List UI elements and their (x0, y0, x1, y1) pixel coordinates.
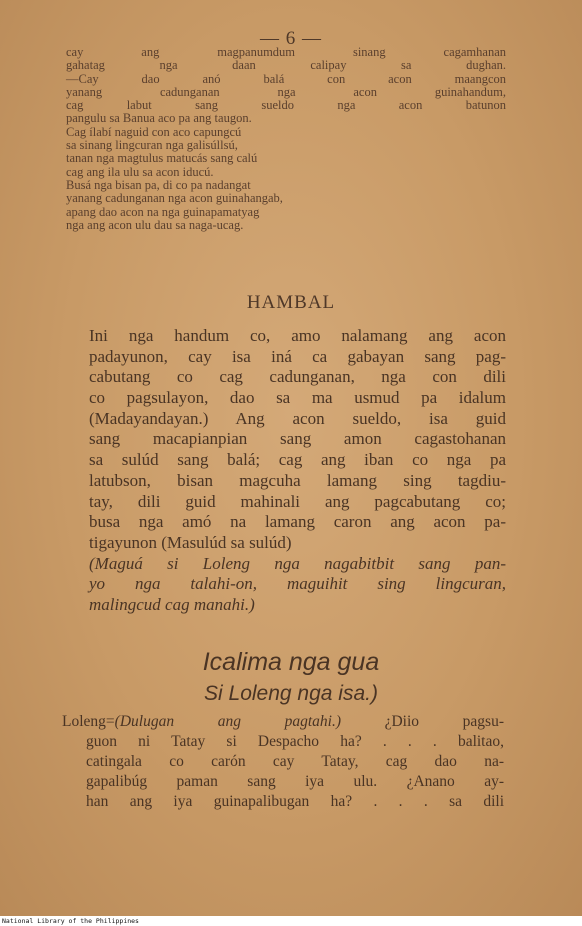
prose-line: Ini nga handum co, amo nalamang ang acon (89, 326, 506, 345)
verse-line: Busá nga bisan pa, di co pa nadangat (66, 177, 251, 192)
verse-line: —Cay dao anó balá con acon maangcon (66, 71, 506, 86)
prose-line: cabutang co cag cadunganan, nga con dili (89, 367, 506, 387)
footer-bar (0, 916, 582, 926)
prose-line: busa nga amó na lamang caron ang acon pa- (89, 512, 506, 532)
stage-direction-line: yo nga talahi-on, maguihit sing lingcuran, (89, 574, 506, 594)
prose-line: sa sulúd sang balá; cag ang iban co nga pa (89, 450, 506, 470)
dialogue-block (62, 712, 504, 812)
dialogue-text: ¿Diio pagsu- (340, 713, 505, 730)
verse-line: gahatag nga daan calipay sa dughan. (66, 58, 506, 73)
act-title: Icalima nga gua (202, 648, 380, 676)
dialogue-line: catingala co carón cay Tatay, cag dao na- (86, 753, 504, 770)
stage-direction: (Dulugan ang pagtahi.) (114, 713, 341, 730)
scene-title: Si Loleng nga isa.) (204, 682, 378, 705)
prose-line: (Madayandayan.) Ang acon sueldo, isa guid (89, 408, 506, 428)
verse-line: pangulu sa Banua aco pa ang taugon. (66, 111, 252, 126)
verse-line: apang dao acon na nga guinapamatyag (66, 204, 260, 219)
prose-line: padayunon, cay isa iná ca gabayan sang pag- (89, 346, 506, 366)
prose-block (89, 326, 506, 616)
prose-line: sang macapianpian sang amon cagastohanan (89, 429, 506, 449)
prose-line: tigayunon (Masulúd sa sulúd) (89, 532, 292, 552)
verse-line: cag labut sang sueldo nga acon batunon (66, 98, 506, 113)
library-credit: National Library of the Philippines (2, 917, 139, 925)
dialogue-line: guon ni Tatay si Despacho ha? . . . balitao, (86, 733, 504, 750)
stage-direction-line: (Maguá si Loleng nga nagabitbit sang pan- (89, 553, 506, 573)
prose-line: latubson, bisan magcuha lamang sing tagdiu- (89, 470, 506, 490)
speaker-separator: = (105, 713, 115, 730)
verse-line: Cag ílabí naguid con aco capungcú (66, 124, 242, 139)
verse-line: nga ang acon ulu dau sa naga-ucag. (66, 217, 244, 232)
verse-line: cag ang ila ulu sa acon iducú. (66, 164, 214, 179)
verse-line: tanan nga magtulus matucás sang calú (66, 151, 258, 166)
stage-direction-line: malingcud cag manahi.) (89, 594, 255, 614)
speaker-name: Loleng (62, 713, 106, 730)
verse-line: yanang cadunganan nga acon guinahangab, (66, 191, 283, 206)
dialogue-line: gapalibúg paman sang iya ulu. ¿Anano ay- (86, 773, 504, 790)
verse-line: yanang cadunganan nga acon guinahandum, (66, 84, 506, 99)
prose-line: tay, dili guid mahinali ang pagcabutang co; (89, 491, 506, 511)
verse-line: cay ang magpanumdum sinang cagamhanan (66, 45, 506, 59)
section-title: HAMBAL (246, 292, 336, 313)
prose-line: co pagsulayon, dao sa ma usmud pa idalum (89, 388, 506, 408)
verse-line: sa sinang lingcuran nga galisúllsú, (66, 138, 238, 153)
page-number: — 6 — (260, 28, 322, 49)
dialogue-first-line (62, 712, 504, 732)
verse-block (66, 46, 506, 232)
dialogue-line: han ang iya guinapalibugan ha? . . . sa dili (86, 793, 504, 810)
